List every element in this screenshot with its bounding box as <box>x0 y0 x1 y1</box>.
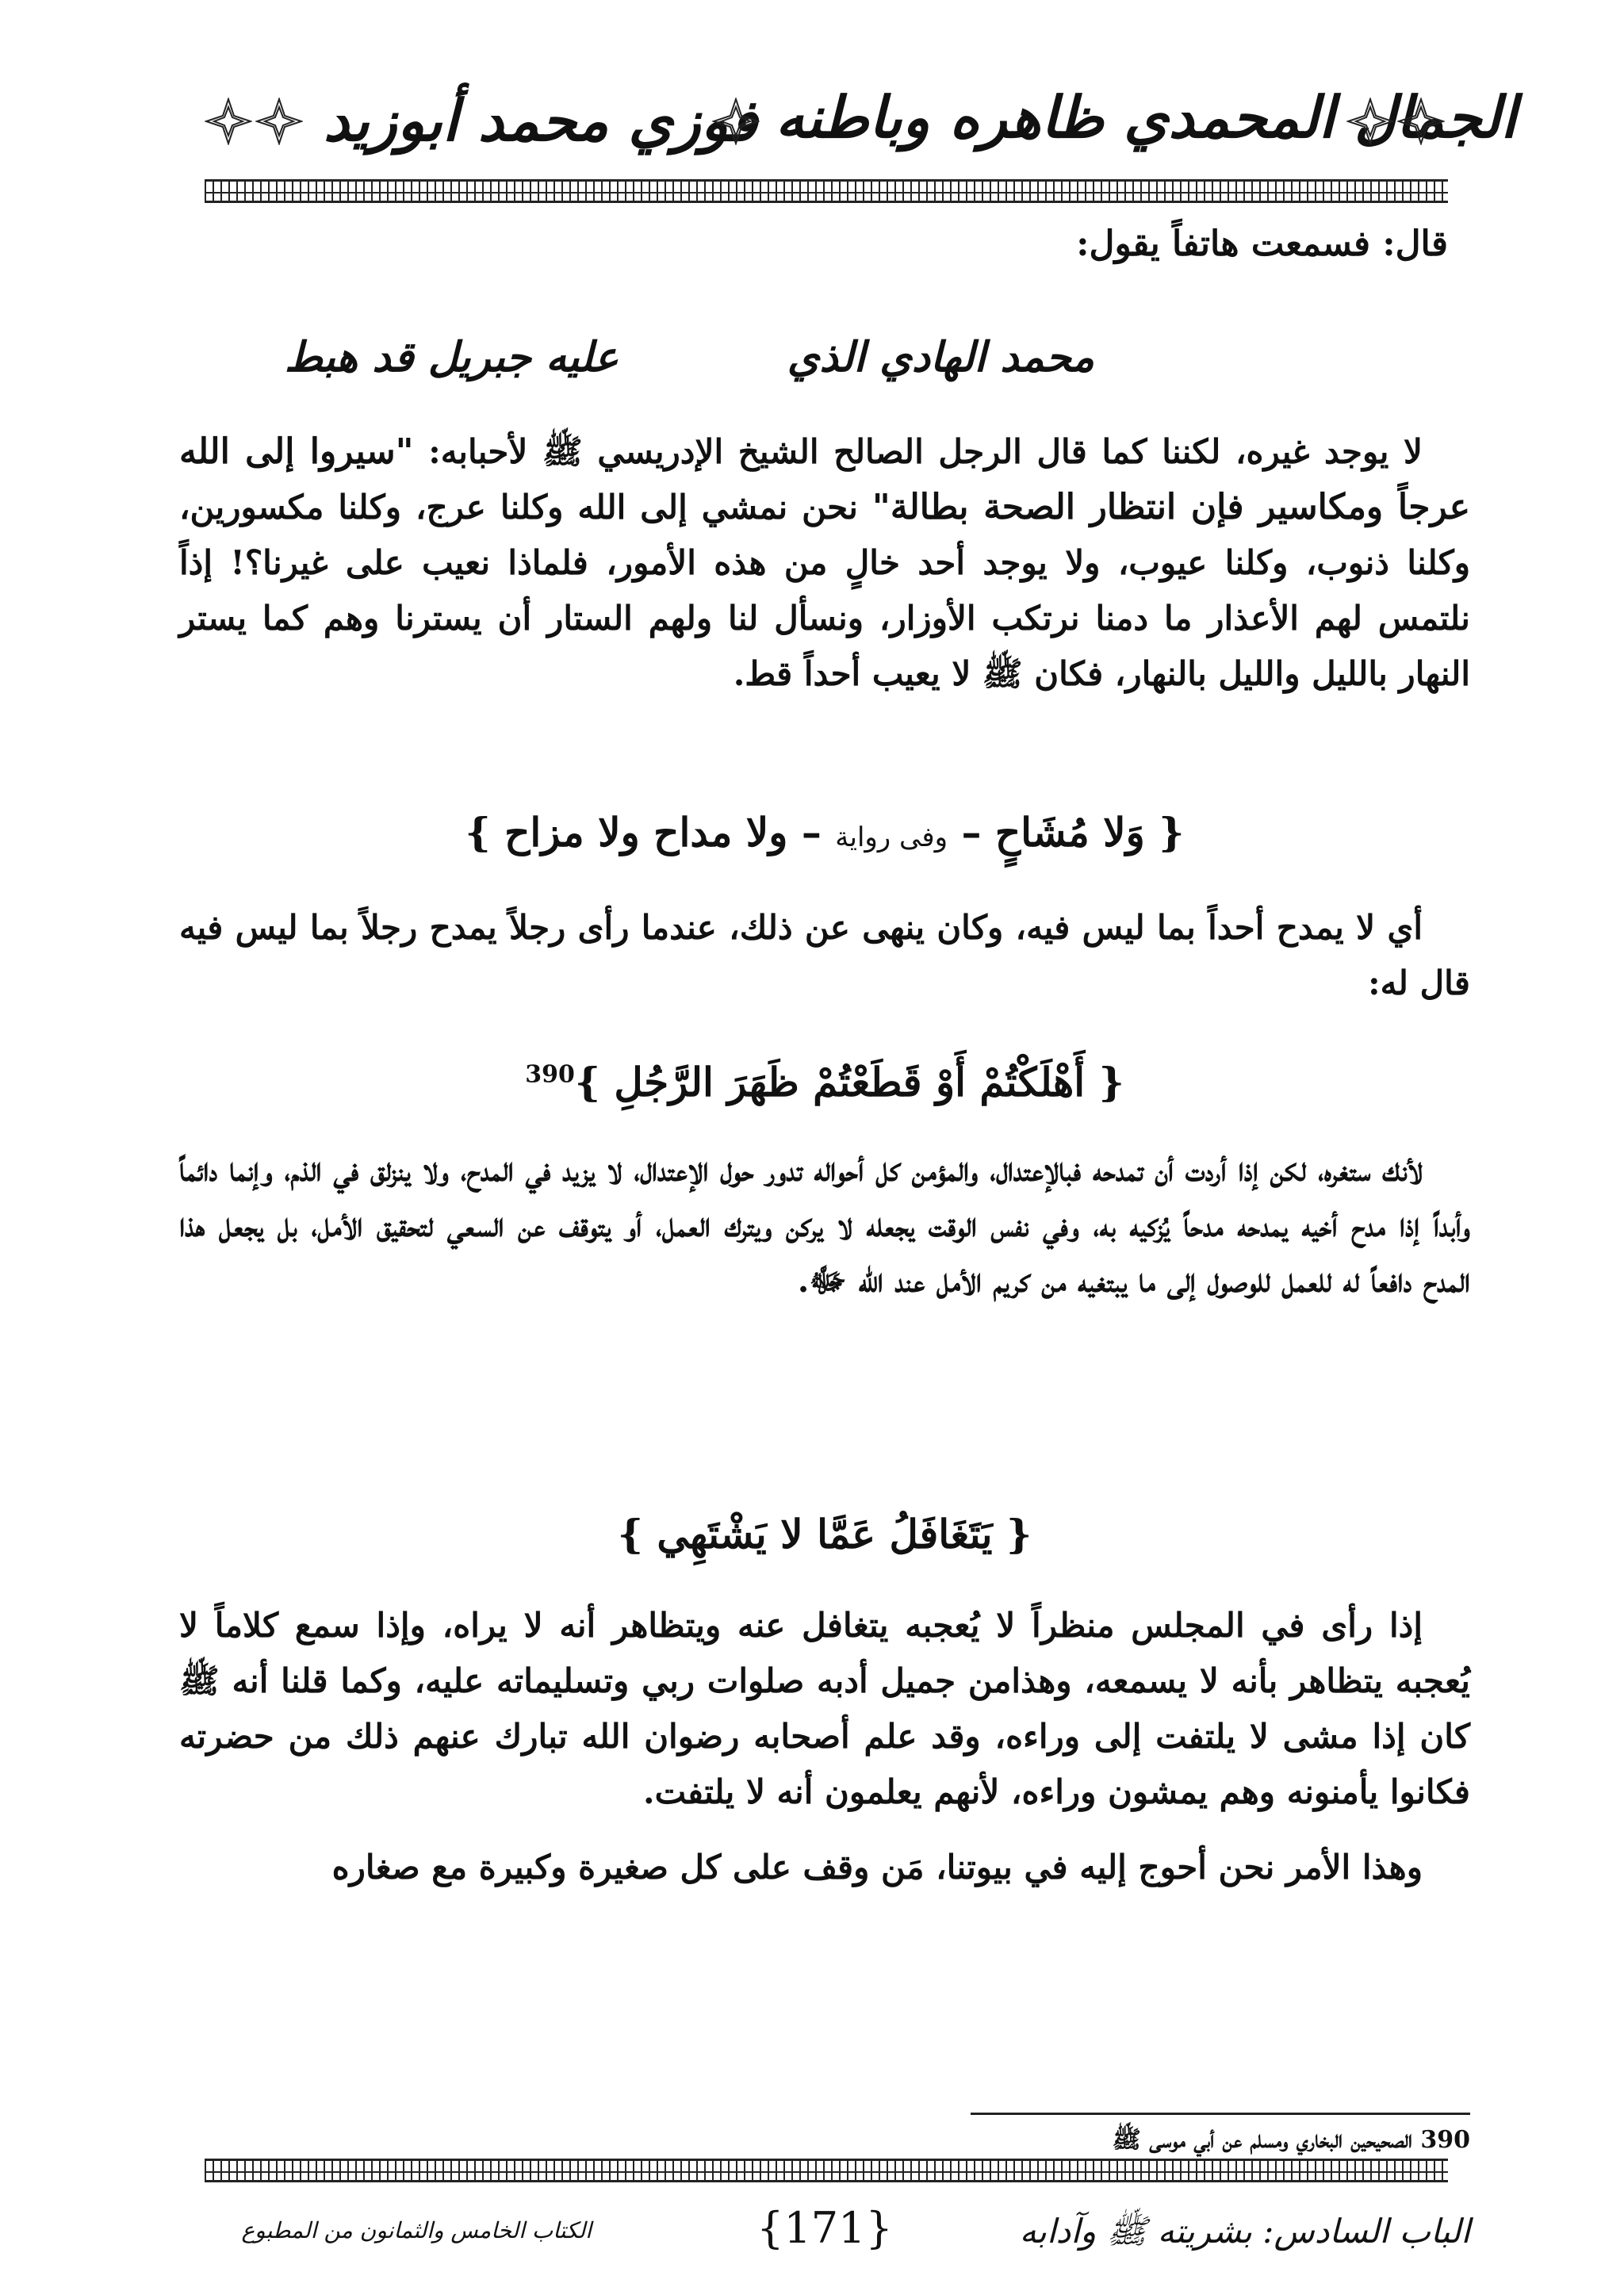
footnote-ref: 390 <box>525 1060 575 1089</box>
verse-hemistich-left: عليه جبريل قد هبط <box>284 333 619 381</box>
paragraph-5 <box>179 1844 1470 1891</box>
paragraph-4-text: إذا رأى في المجلس منظراً لا يُعجبه يتغافل عنه ويتظاهر أنه لا يراه، وإذا سمع كلاماً لا يُعجبه يتظاهر بأنه لا يسمعه، وهذامن جميل أدبه صلوات ربي وتسليماته عليه، وكما قلنا أنه ﷺ كان إذا مشى لا يلتفت إلى وراءه، وقد علم أصحابه رضوان الله تبارك عنهم ذلك من حضرته فكانوا يأمنونه وهم يمشون وراءه، لأنهم يعلمون أنه لا يلتفت. <box>179 1606 1470 1811</box>
heading-1-open: { وَلا مُشَاحٍ – <box>948 809 1185 856</box>
quote-text: "سيروا إلى الله عرجاً ومكاسير فإن انتظار الصحة بطالة" <box>179 431 1470 527</box>
paragraph-1 <box>179 424 1470 702</box>
footnote-text: 390 الصحيحين البخاري ومسلم عن أبي موسى ﷺ <box>1112 2126 1470 2154</box>
paragraph-1-text-b: نحن نمشي إلى الله وكلنا عرج، وكلنا مكسورين، وكلنا ذنوب، وكلنا عيوب، ولا يوجد أحد خالٍ من هذه الأمور، فلماذا نعيب على غيرنا؟! إذاً نلتمس لهم الأعذار ما دمنا نرتكب الأوزار، ونسأل لنا ولهم الستار أن يسترنا وهم كما يستر النهار بالليل والليل بالنهار، فكان ﷺ لا يعيب أحداً قط. <box>179 488 1470 693</box>
page-footer <box>179 2203 1470 2274</box>
page-header <box>205 83 1517 170</box>
paragraph-3 <box>179 1142 1470 1308</box>
book-title: الجمال المحمدي ظاهره وباطنه <box>776 83 1517 151</box>
page-number: {171} <box>756 2203 893 2253</box>
heading-overlook: { يَتَغَافَلُ عَمَّا لا يَشْتَهِي } <box>617 1511 1032 1557</box>
paragraph-5-text: وهذا الأمر نحن أحوج إليه في بيوتنا، مَن وقف على كل صغيرة وكبيرة مع صغاره <box>331 1848 1423 1887</box>
paragraph-2 <box>179 900 1470 1011</box>
ornament-star-icon <box>712 98 760 145</box>
book-part: الكتاب الخامس والثمانون من المطبوع <box>241 2217 592 2243</box>
ornament-star-icon <box>255 98 303 145</box>
paragraph-3-text: لأنك ستغره، لكن إذا أردت أن تمدحه فبالإعتدال، والمؤمن كل أحواله تدور حول الإعتدال، لا يزيد في المدح، ولا ينزلق في الذم، وإنما دائماً وأبداً إذا مدح أخيه يمدحه مدحاً يُزكيه به، وفي نفس الوقت يجعله لا يركن ويترك العمل، أو يتوقف عن السعي لتحقيق الأمل، بل يجعل هذا المدح دافعاً له للعمل للوصول إلى ما يبتغيه من كريم الأمل عند الله ﷻ. <box>179 1150 1470 1300</box>
footer-border <box>205 2159 1448 2182</box>
paragraph-4 <box>179 1598 1470 1820</box>
footnote-divider <box>971 2113 1470 2115</box>
header-border <box>205 179 1448 203</box>
heading-2-text: { أَهْلَكْتُمْ أَوْ قَطَعْتُمْ ظَهَرَ الرَّجُلِ } <box>574 1059 1124 1105</box>
chapter-title: الباب السادس: بشريته ﷺ وآدابه <box>1019 2212 1470 2251</box>
heading-hadith <box>179 1059 1470 1105</box>
ornament-star-icon <box>205 98 252 145</box>
verse-hemistich-right: محمد الهادي الذي <box>787 333 1094 381</box>
paragraph-2-text: أي لا يمدح أحداً بما ليس فيه، وكان ينهى عن ذلك، عندما رأى رجلاً يمدح رجلاً بما ليس فيه قال له: <box>179 908 1470 1002</box>
ornament-star-icon <box>1397 98 1445 145</box>
heading-1-variant: وفى رواية <box>835 822 948 853</box>
heading-1-close: – ولا مداح ولا مزاح } <box>465 809 836 856</box>
ornament-star-icon <box>1346 98 1394 145</box>
intro-line: قال: فسمعت هاتفاً يقول: <box>1076 224 1448 264</box>
heading-no-praise <box>179 809 1470 856</box>
paragraph-1-text-a: لا يوجد غيره، لكننا كما قال الرجل الصالح الشيخ الإدريسي ﷺ لأحبابه: <box>413 432 1423 471</box>
author-name: فوزي محمد أبوزيد <box>324 86 758 154</box>
verse <box>238 333 1411 397</box>
